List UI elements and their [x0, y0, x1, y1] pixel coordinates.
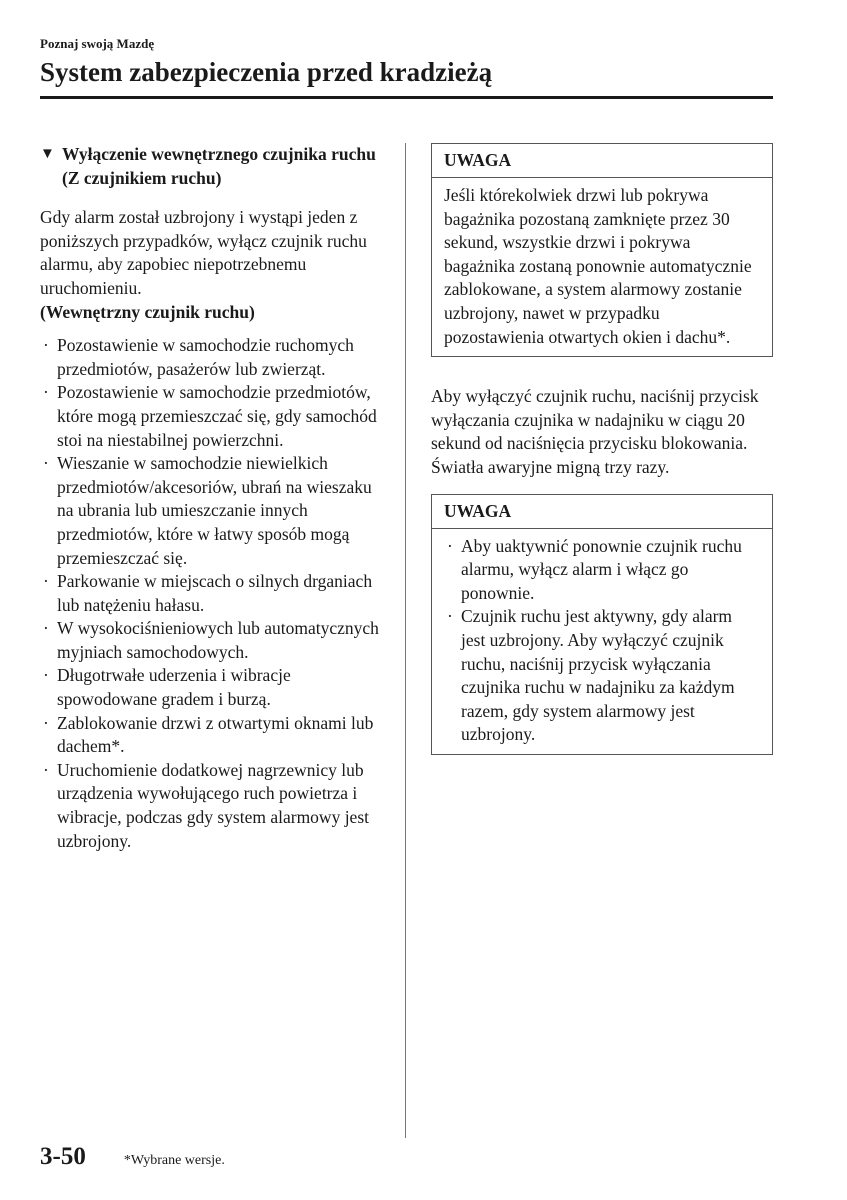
page-footer: [40, 1143, 225, 1171]
hazard-lights-text: Światła awaryjne migną trzy razy.: [431, 456, 670, 477]
note-title: UWAGA: [432, 495, 772, 529]
case-list: [40, 334, 385, 853]
list-item: [40, 334, 385, 381]
section-heading-text: Wyłączenie wewnętrznego czujnika ruchu (Z czujnikiem ruchu): [62, 144, 376, 188]
list-item-text: Czujnik ruchu jest aktywny, gdy alarm jest uzbrojony. Aby wyłączyć czujnik ruchu, naciśnij przycisk wyłączania czujnika ruchu w nadajniku za każdym razem, gdy system alarmowy jest uzbrojony.: [461, 606, 735, 745]
list-item-text: Zablokowanie drzwi z otwartymi oknami lub dachem*.: [57, 712, 374, 757]
bullet-icon: ·: [43, 335, 49, 356]
list-item-text: W wysokociśnieniowych lub automatycznych myjniach samochodowych.: [57, 618, 379, 662]
note-box-motion-sensor: [431, 494, 773, 755]
bullet-icon: ·: [43, 453, 49, 474]
triangle-down-icon: ▼: [40, 146, 55, 162]
subheading: (Wewnętrzny czujnik ruchu): [40, 301, 255, 322]
list-item: [40, 759, 385, 853]
instruction-paragraph: [431, 385, 773, 479]
bullet-icon: ·: [43, 618, 49, 639]
column-divider: [405, 143, 406, 1138]
header-rule: [40, 96, 773, 99]
right-column: [431, 143, 773, 755]
bullet-icon: ·: [43, 382, 49, 403]
bullet-icon: ·: [43, 712, 49, 733]
list-item: [40, 617, 385, 664]
bullet-icon: ·: [447, 606, 453, 627]
section-heading: [40, 143, 385, 190]
list-item-text: Pozostawienie w samochodzie ruchomych przedmiotów, pasażerów lub zwierząt.: [57, 335, 354, 379]
footnote: *Wybrane wersje.: [123, 1153, 225, 1168]
list-item: [444, 605, 760, 747]
bullet-icon: ·: [43, 759, 49, 780]
list-item-text: Aby uaktywnić ponownie czujnik ruchu alarmu, wyłącz alarm i włącz go ponownie.: [461, 535, 742, 603]
bullet-icon: ·: [43, 665, 49, 686]
list-item: [40, 664, 385, 711]
list-item-text: Parkowanie w miejscach o silnych drganiach lub natężeniu hałasu.: [57, 571, 373, 615]
list-item: [40, 381, 385, 452]
list-item-text: Pozostawienie w samochodzie przedmiotów, które mogą przemieszczać się, gdy samochód stoi na niestabilnej powierzchni.: [57, 382, 377, 450]
intro-paragraph: Gdy alarm został uzbrojony i wystąpi jeden z poniższych przypadków, wyłącz czujnik ruchu alarmu, aby zapobiec niepotrzebnemu uruchomieniu.: [40, 207, 367, 298]
list-item-text: Wieszanie w samochodzie niewielkich przedmiotów/akcesoriów, ubrań na wieszaku na ubrania lub umieszczanie innych przedmiotów, które w łatwy sposób mogą przemieszczać się.: [57, 453, 372, 568]
note-title: UWAGA: [432, 144, 772, 178]
note-body: Jeśli którekolwiek drzwi lub pokrywa bagażnika pozostaną zamknięte przez 30 sekund, wszystkie drzwi i pokrywa bagażnika zostaną ponownie automatycznie zablokowane, a system alarmowy zostanie uzbrojony, nawet w przypadku pozostawienia otwartych okien i dachu*.: [444, 185, 752, 347]
breadcrumb: Poznaj swoją Mazdę: [40, 36, 155, 51]
bullet-icon: ·: [43, 571, 49, 592]
page-number: 3-50: [40, 1143, 86, 1170]
note-list: [444, 535, 760, 747]
page-header: [40, 36, 773, 88]
list-item-text: Uruchomienie dodatkowej nagrzewnicy lub urządzenia wywołującego ruch powietrza i wibracje, podczas gdy system alarmowy jest uzbrojony.: [57, 759, 369, 851]
list-item-text: Długotrwałe uderzenia i wibracje spowodowane gradem i burzą.: [57, 665, 291, 710]
note-body: [432, 529, 772, 754]
left-column: [40, 143, 385, 853]
list-item: [444, 535, 760, 606]
list-item: [40, 452, 385, 570]
list-item: [40, 712, 385, 759]
note-box-auto-lock: [431, 143, 773, 357]
instruction-text: Aby wyłączyć czujnik ruchu, naciśnij przycisk wyłączania czujnika w nadajniku w ciągu 20 sekund od naciśnięcia przycisku blokowania.: [431, 386, 759, 454]
page-title: System zabezpieczenia przed kradzieżą: [40, 57, 493, 87]
bullet-icon: ·: [447, 535, 453, 556]
list-item: [40, 570, 385, 617]
